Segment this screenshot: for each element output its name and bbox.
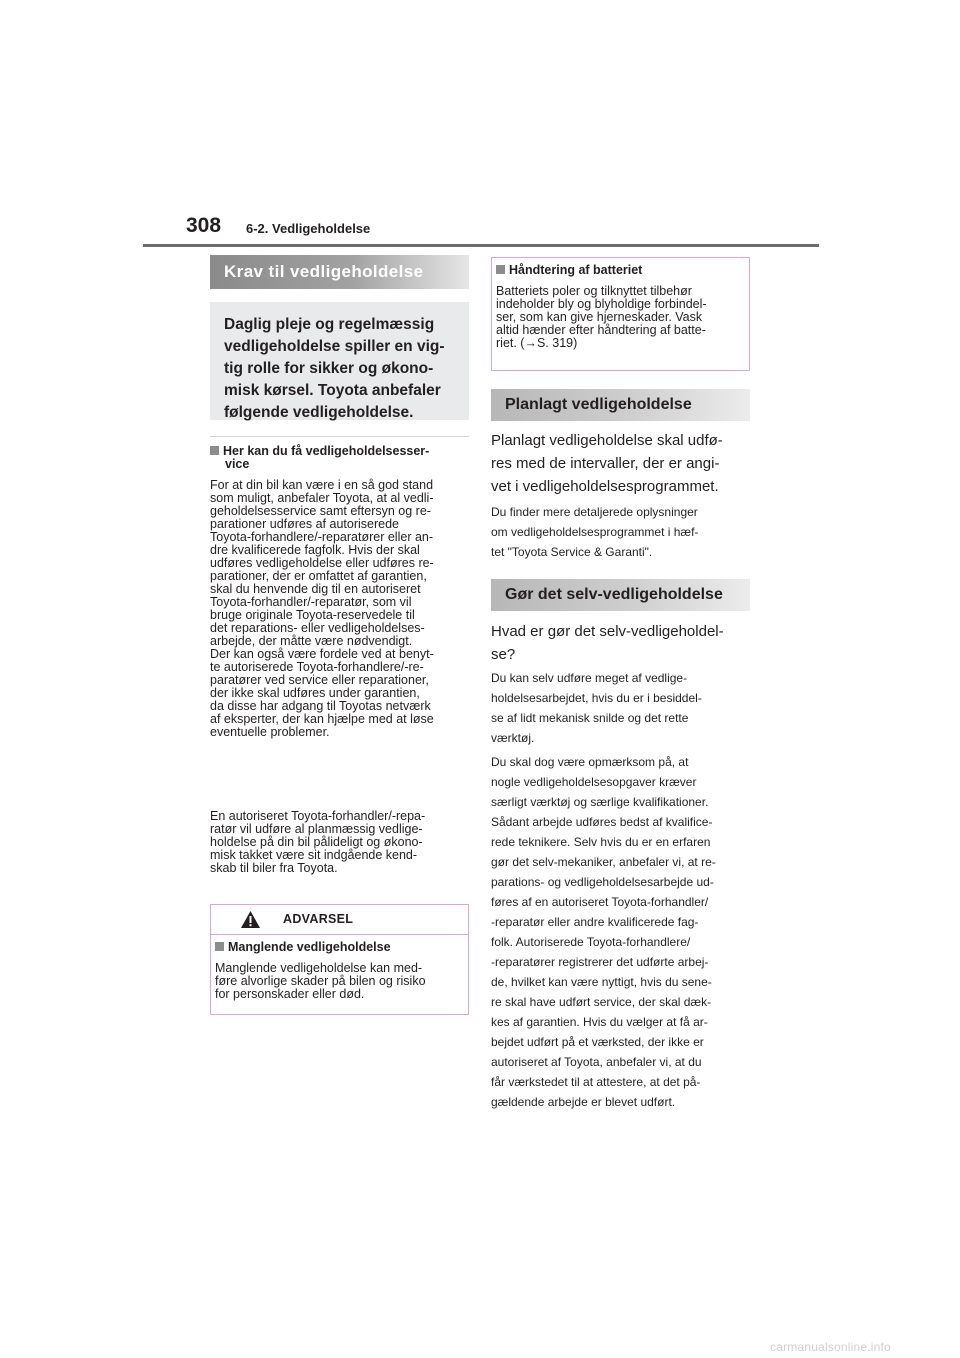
text-line: parationer udføres af autoriserede bbox=[210, 517, 399, 531]
text-line: værktøj. bbox=[491, 731, 535, 745]
text-line: riet. (→S. 319) bbox=[496, 336, 578, 350]
text-line: Du kan selv udføre meget af vedlige- bbox=[491, 671, 688, 685]
header-rule bbox=[143, 244, 819, 247]
text-line: udføres vedligeholdelse eller udføres re- bbox=[210, 556, 434, 570]
text-line: En autoriseret Toyota-forhandler/-repa- bbox=[210, 809, 426, 823]
text-line: indeholder bly og blyholdige forbindel- bbox=[496, 297, 707, 311]
intro-line: følgende vedligeholdelse. bbox=[224, 404, 414, 421]
battery-subheading bbox=[496, 264, 642, 277]
square-bullet-icon bbox=[210, 446, 219, 455]
text-line: der ikke skal udføres under garantien, bbox=[210, 686, 420, 700]
heading-krav-til-vedligeholdelse: Krav til vedligeholdelse bbox=[210, 255, 469, 289]
heading-planlagt-vedligeholdelse: Planlagt vedligeholdelse bbox=[491, 389, 750, 421]
text-line: nogle vedligeholdelsesopgaver kræver bbox=[491, 775, 697, 789]
warning-triangle-icon bbox=[240, 910, 261, 929]
text-line: Planlagt vedligeholdelse skal udfø- bbox=[491, 432, 723, 449]
service-title-line: vice bbox=[225, 457, 250, 471]
text-line: gør det selv-mekaniker, anbefaler vi, at re- bbox=[491, 855, 716, 869]
text-line: folk. Autoriserede Toyota-forhandlere/ bbox=[491, 935, 691, 949]
warning-subtitle: Manglende vedligeholdelse bbox=[228, 940, 391, 954]
planned-lead bbox=[491, 429, 756, 498]
warning-subheading bbox=[215, 941, 391, 954]
text-line: Manglende vedligeholdelse kan med- bbox=[215, 961, 423, 975]
warning-text bbox=[215, 962, 465, 1001]
text-line: Sådant arbejde udføres bedst af kvalifice- bbox=[491, 815, 713, 829]
diy-lead bbox=[491, 620, 756, 666]
text-line: Toyota-forhandlere/-reparatører eller an- bbox=[210, 530, 434, 544]
text-line: geholdelsesservice samt eftersyn og re- bbox=[210, 504, 431, 518]
text-line: tet "Toyota Service & Garanti". bbox=[491, 545, 653, 559]
text-line: føre alvorlige skader på bilen og risiko bbox=[215, 974, 426, 988]
text-line: Der kan også være fordele ved at benyt- bbox=[210, 647, 434, 661]
text-line: -reparatører registrerer det udførte arbej- bbox=[491, 955, 709, 969]
text-line: se af lidt mekanisk snilde og det rette bbox=[491, 711, 689, 725]
intro-line: misk kørsel. Toyota anbefaler bbox=[224, 382, 441, 399]
text-line: -reparatør eller andre kvalificerede fag- bbox=[491, 915, 699, 929]
intro-line: Daglig pleje og regelmæssig bbox=[224, 316, 435, 333]
text-line: Du finder mere detaljerede oplysninger bbox=[491, 505, 698, 519]
text-line: af eksperter, der kan hjælpe med at løse bbox=[210, 712, 434, 726]
heading-gor-det-selv-vedligeholdelse: Gør det selv-vedligeholdelse bbox=[491, 579, 750, 611]
text-line: Du skal dog være opmærksom på, at bbox=[491, 755, 689, 769]
square-bullet-icon bbox=[215, 942, 224, 951]
planned-text bbox=[491, 502, 756, 562]
text-line: skab til biler fra Toyota. bbox=[210, 861, 338, 875]
text-line: misk takket være sit indgående kend- bbox=[210, 848, 418, 862]
text-line: holdelse på din bil pålideligt og økono- bbox=[210, 835, 423, 849]
text-line: ser, som kan give hjerneskader. Vask bbox=[496, 310, 703, 324]
text-line: Batteriets poler og tilknyttet tilbehør bbox=[496, 284, 692, 298]
text-line: Toyota-forhandler/-reparatør, som vil bbox=[210, 595, 412, 609]
square-bullet-icon bbox=[496, 265, 505, 274]
intro-line: tig rolle for sikker og økono- bbox=[224, 360, 434, 377]
text-line: føres af en autoriseret Toyota-forhandler/ bbox=[491, 895, 709, 909]
text-line: parationer, der er omfattet af garantien, bbox=[210, 569, 427, 583]
diy-paragraph-1 bbox=[491, 668, 756, 748]
battery-title: Håndtering af batteriet bbox=[509, 263, 643, 277]
text-line: kes af garantien. Hvis du vælger at få ar- bbox=[491, 1015, 708, 1029]
service-paragraph-1 bbox=[210, 479, 469, 739]
text-line: res med de intervaller, der er angi- bbox=[491, 455, 720, 472]
intro-box bbox=[210, 302, 469, 420]
text-line: holdelsesarbejdet, hvis du er i besiddel- bbox=[491, 691, 702, 705]
text-line: rede teknikere. Selv hvis du er en erfaren bbox=[491, 835, 711, 849]
text-line: ratør vil udføre al planmæssig vedlige- bbox=[210, 822, 423, 836]
text-line: for personskader eller død. bbox=[215, 987, 365, 1001]
text-line: se? bbox=[491, 646, 516, 663]
text-line: autoriseret af Toyota, anbefaler vi, at du bbox=[491, 1055, 702, 1069]
service-paragraph-2 bbox=[210, 810, 469, 875]
text-line: For at din bil kan være i en så god stand bbox=[210, 478, 434, 492]
text-line: altid hænder efter håndtering af batte- bbox=[496, 323, 706, 337]
text-line: som muligt, anbefaler Toyota, at al vedli- bbox=[210, 491, 434, 505]
battery-text bbox=[496, 285, 746, 350]
service-subheading bbox=[210, 445, 469, 471]
text-line: re skal have udført service, der skal dæk- bbox=[491, 995, 712, 1009]
text-line: dre kvalificerede fagfolk. Hvis der skal bbox=[210, 543, 420, 557]
text-line: vet i vedligeholdelsesprogrammet. bbox=[491, 478, 719, 495]
page-number: 308 bbox=[186, 214, 222, 237]
text-line: parations- og vedligeholdelsesarbejde ud- bbox=[491, 875, 714, 889]
warning-title: ADVARSEL bbox=[283, 912, 354, 926]
text-line: paratører ved service eller reparationer, bbox=[210, 673, 429, 687]
text-line: eventuelle problemer. bbox=[210, 725, 330, 739]
text-line: om vedligeholdelsesprogrammet i hæf- bbox=[491, 525, 699, 539]
diy-paragraph-2 bbox=[491, 752, 756, 1112]
battery-note-box bbox=[491, 257, 750, 371]
text-line: gældende arbejde er blevet udført. bbox=[491, 1095, 676, 1109]
intro-line: vedligeholdelse spiller en vig- bbox=[224, 338, 445, 355]
text-line: skal du henvende dig til en autoriseret bbox=[210, 582, 421, 596]
text-line: te autoriserede Toyota-forhandlere/-re- bbox=[210, 660, 424, 674]
text-line: særligt værktøj og særlige kvalifikationer. bbox=[491, 795, 709, 809]
service-title-line: Her kan du få vedligeholdelsesser- bbox=[223, 444, 430, 458]
text-line: bejdet udført på et værksted, der ikke er bbox=[491, 1035, 704, 1049]
divider bbox=[210, 436, 469, 437]
warning-box bbox=[210, 904, 469, 1015]
warning-header bbox=[211, 905, 468, 935]
text-line: får værkstedet til at attestere, at det på- bbox=[491, 1075, 701, 1089]
text-line: Hvad er gør det selv-vedligeholdel- bbox=[491, 623, 724, 640]
footer-watermark: carmanualsonline.info bbox=[770, 1340, 891, 1354]
text-line: bruge originale Toyota-reservedele til bbox=[210, 608, 415, 622]
text-line: de, hvilket kan være nyttigt, hvis du sene- bbox=[491, 975, 712, 989]
text-line: det reparations- eller vedligeholdelses- bbox=[210, 621, 425, 635]
text-line: arbejde, der måtte være nødvendigt. bbox=[210, 634, 413, 648]
section-title: 6-2. Vedligeholdelse bbox=[246, 221, 371, 236]
text-line: da disse har adgang til Toyotas netværk bbox=[210, 699, 431, 713]
